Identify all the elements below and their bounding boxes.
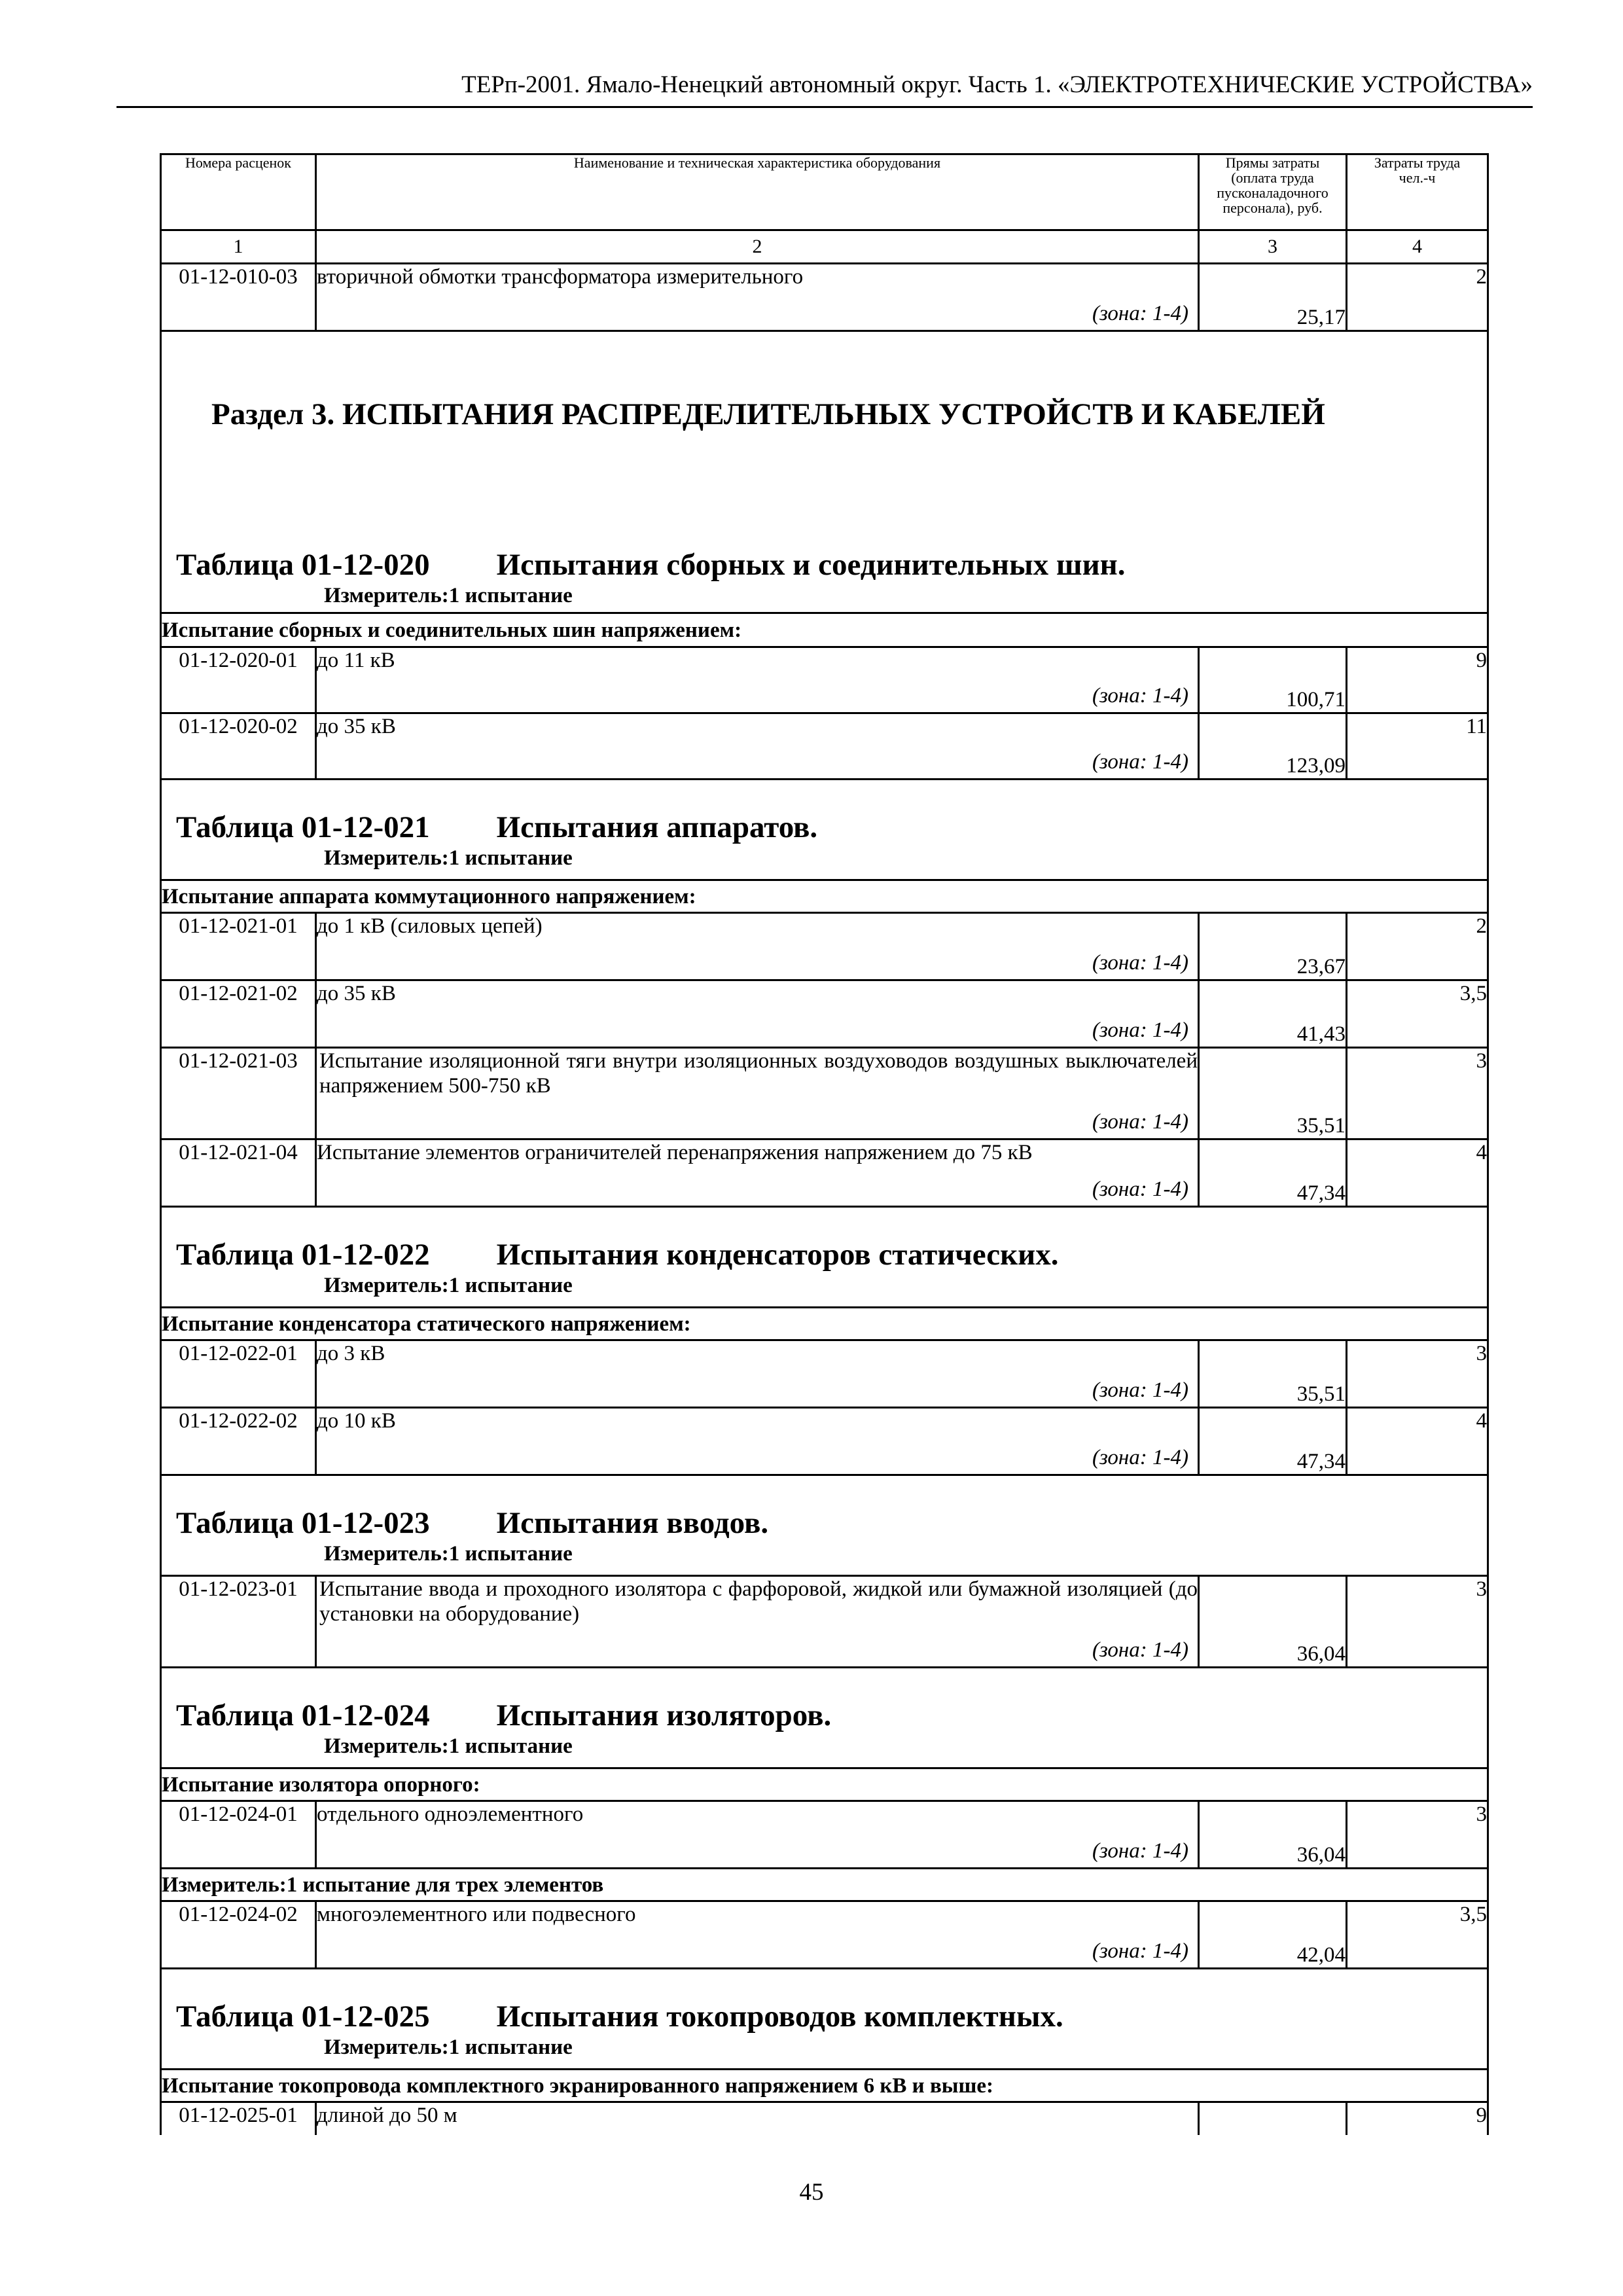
table-name: Испытания сборных и соединительных шин. <box>496 548 1126 582</box>
table-name: Испытания вводов. <box>496 1506 769 1540</box>
labor-cost: 9 <box>1347 647 1488 713</box>
table-row <box>161 264 1488 331</box>
labor-cost: 3 <box>1347 1048 1488 1139</box>
table-number: Таблица 01-12-022 <box>176 1238 430 1272</box>
rate-code: 01-12-010-03 <box>161 264 316 331</box>
col-header-codes: Номера расценок <box>161 154 316 230</box>
col-number: 2 <box>316 230 1199 264</box>
labor-cost: 4 <box>1347 1139 1488 1207</box>
table-row <box>161 1901 1488 1969</box>
rate-name: до 35 кВ (зона: 1-4) <box>316 713 1199 780</box>
rate-code: 01-12-024-01 <box>161 1801 316 1869</box>
measure-unit: Измеритель:1 испытание <box>324 1274 573 1297</box>
subheading-row <box>161 880 1488 913</box>
direct-cost: 47,34 <box>1199 1139 1347 1207</box>
page-number: 45 <box>799 2179 824 2206</box>
rate-code: 01-12-021-01 <box>161 913 316 980</box>
direct-cost: 36,04 <box>1199 1801 1347 1869</box>
rate-code: 01-12-024-02 <box>161 1901 316 1969</box>
col-number: 1 <box>161 230 316 264</box>
table-number: Таблица 01-12-025 <box>176 2000 430 2034</box>
zone-label: (зона: 1-4) <box>1092 1177 1188 1201</box>
direct-cost: 23,67 <box>1199 913 1347 980</box>
labor-cost: 3 <box>1347 1801 1488 1869</box>
table-row <box>161 1576 1488 1668</box>
table-row <box>161 1048 1488 1139</box>
direct-cost: 36,04 <box>1199 1576 1347 1668</box>
rate-name: до 35 кВ (зона: 1-4) <box>316 980 1199 1048</box>
table-title <box>176 809 1487 846</box>
rates-table <box>160 153 1489 2135</box>
table-row <box>161 1139 1488 1207</box>
subheading: Испытание изолятора опорного: <box>161 1768 1488 1801</box>
zone-label: (зона: 1-4) <box>1092 684 1188 708</box>
table-name: Испытания конденсаторов статических. <box>496 1238 1059 1272</box>
rate-code: 01-12-022-02 <box>161 1408 316 1475</box>
rate-name: длиной до 50 м <box>316 2102 1199 2135</box>
zone-label: (зона: 1-4) <box>1092 1110 1188 1134</box>
zone-label: (зона: 1-4) <box>1092 1839 1188 1863</box>
measure-unit: Измеритель:1 испытание <box>324 584 573 607</box>
table-title <box>176 1697 1487 1734</box>
measure-unit: Измеритель:1 испытание <box>324 1542 573 1566</box>
table-header-row <box>161 154 1488 230</box>
zone-label: (зона: 1-4) <box>1092 1939 1188 1963</box>
rate-code: 01-12-021-02 <box>161 980 316 1048</box>
table-name: Испытания токопроводов комплектных. <box>496 2000 1063 2034</box>
table-title-row <box>161 780 1488 880</box>
section-row <box>161 331 1488 613</box>
table-name: Испытания аппаратов. <box>496 810 818 844</box>
labor-cost: 3,5 <box>1347 980 1488 1048</box>
col-header-direct-costs: Прямы затраты (оплата труда пусконаладочного персонала), руб. <box>1199 154 1347 230</box>
table-row <box>161 913 1488 980</box>
col-number: 4 <box>1347 230 1488 264</box>
table-row <box>161 647 1488 713</box>
measure-unit: Измеритель:1 испытание <box>324 846 573 870</box>
labor-cost: 3,5 <box>1347 1901 1488 1969</box>
zone-label: (зона: 1-4) <box>1092 750 1188 774</box>
subheading: Испытание токопровода комплектного экранированного напряжением 6 кВ и выше: <box>161 2070 1488 2102</box>
rate-name: многоэлементного или подвесного (зона: 1-4) <box>316 1901 1199 1969</box>
subheading: Испытание конденсатора статического напряжением: <box>161 1308 1488 1340</box>
zone-label: (зона: 1-4) <box>1092 1018 1188 1042</box>
table-row <box>161 713 1488 780</box>
measure-unit: Измеритель:1 испытание <box>324 1734 573 1758</box>
labor-cost: 9 <box>1347 2102 1488 2135</box>
subheading-row <box>161 613 1488 647</box>
direct-cost: 42,04 <box>1199 1901 1347 1969</box>
subheading-row <box>161 1768 1488 1801</box>
rate-name: Испытание ввода и проходного изолятора с фарфоровой, жидкой или бумажной изоляцией (до установки на оборудование) (зона: 1-4) <box>316 1576 1199 1668</box>
direct-cost <box>1199 2102 1347 2135</box>
rate-name: до 1 кВ (силовых цепей) (зона: 1-4) <box>316 913 1199 980</box>
rate-name: отдельного одноэлементного (зона: 1-4) <box>316 1801 1199 1869</box>
zone-label: (зона: 1-4) <box>1092 951 1188 975</box>
subheading-row <box>161 1308 1488 1340</box>
direct-cost: 100,71 <box>1199 647 1347 713</box>
col-number: 3 <box>1199 230 1347 264</box>
direct-cost: 35,51 <box>1199 1048 1347 1139</box>
column-numbers-row <box>161 230 1488 264</box>
measure-unit: Измеритель:1 испытание <box>324 2036 573 2059</box>
subheading-row <box>161 1869 1488 1901</box>
rate-code: 01-12-020-02 <box>161 713 316 780</box>
direct-cost: 35,51 <box>1199 1340 1347 1408</box>
subheading: Испытание сборных и соединительных шин напряжением: <box>161 613 1488 647</box>
table-row <box>161 1408 1488 1475</box>
direct-cost: 47,34 <box>1199 1408 1347 1475</box>
subheading-row <box>161 2070 1488 2102</box>
table-title-row <box>161 1475 1488 1576</box>
rate-name: Испытание элементов ограничителей перенапряжения напряжением до 75 кВ (зона: 1-4) <box>316 1139 1199 1207</box>
direct-cost: 25,17 <box>1199 264 1347 331</box>
table-number: Таблица 01-12-023 <box>176 1506 430 1540</box>
labor-cost: 4 <box>1347 1408 1488 1475</box>
header-rule <box>116 106 1533 108</box>
direct-cost: 123,09 <box>1199 713 1347 780</box>
col-header-name: Наименование и техническая характеристика оборудования <box>316 154 1199 230</box>
table-row <box>161 2102 1488 2135</box>
rate-name: до 10 кВ (зона: 1-4) <box>316 1408 1199 1475</box>
section-title: Раздел 3. ИСПЫТАНИЯ РАСПРЕДЕЛИТЕЛЬНЫХ УСТРОЙСТВ И КАБЕЛЕЙ <box>211 397 1325 431</box>
rate-code: 01-12-025-01 <box>161 2102 316 2135</box>
table-title <box>176 547 1487 583</box>
table-number: Таблица 01-12-020 <box>176 548 430 582</box>
direct-cost: 41,43 <box>1199 980 1347 1048</box>
zone-label: (зона: 1-4) <box>1092 1446 1188 1469</box>
table-name: Испытания изоляторов. <box>496 1698 832 1732</box>
rate-name: до 3 кВ (зона: 1-4) <box>316 1340 1199 1408</box>
running-header: ТЕРп-2001. Ямало-Ненецкий автономный округ. Часть 1. «ЭЛЕКТРОТЕХНИЧЕСКИЕ УСТРОЙСТВА» <box>461 71 1533 98</box>
rate-name: Испытание изоляционной тяги внутри изоляционных воздуховодов воздушных выключателей напряжением 500-750 кВ (зона: 1-4) <box>316 1048 1199 1139</box>
subheading: Измеритель:1 испытание для трех элементов <box>161 1869 1488 1901</box>
zone-label: (зона: 1-4) <box>1092 1638 1188 1662</box>
rate-name: до 11 кВ (зона: 1-4) <box>316 647 1199 713</box>
table-row <box>161 980 1488 1048</box>
labor-cost: 3 <box>1347 1576 1488 1668</box>
labor-cost: 3 <box>1347 1340 1488 1408</box>
table-row <box>161 1340 1488 1408</box>
table-title-row <box>161 1207 1488 1308</box>
table-title-row <box>161 1668 1488 1768</box>
rate-name: вторичной обмотки трансформатора измерительного (зона: 1-4) <box>316 264 1199 331</box>
zone-label: (зона: 1-4) <box>1092 1378 1188 1402</box>
table-title <box>176 1236 1487 1273</box>
table-number: Таблица 01-12-021 <box>176 810 430 844</box>
rate-code: 01-12-023-01 <box>161 1576 316 1668</box>
rate-code: 01-12-021-03 <box>161 1048 316 1139</box>
labor-cost: 2 <box>1347 264 1488 331</box>
labor-cost: 2 <box>1347 913 1488 980</box>
rate-code: 01-12-022-01 <box>161 1340 316 1408</box>
table-number: Таблица 01-12-024 <box>176 1698 430 1732</box>
rate-code: 01-12-020-01 <box>161 647 316 713</box>
table-row <box>161 1801 1488 1869</box>
zone-label: (зона: 1-4) <box>1092 302 1188 325</box>
labor-cost: 11 <box>1347 713 1488 780</box>
table-title-row <box>161 1969 1488 2070</box>
col-header-labor: Затраты труда чел.-ч <box>1347 154 1488 230</box>
subheading: Испытание аппарата коммутационного напряжением: <box>161 880 1488 913</box>
table-title <box>176 1998 1487 2035</box>
rate-code: 01-12-021-04 <box>161 1139 316 1207</box>
table-title <box>176 1505 1487 1541</box>
